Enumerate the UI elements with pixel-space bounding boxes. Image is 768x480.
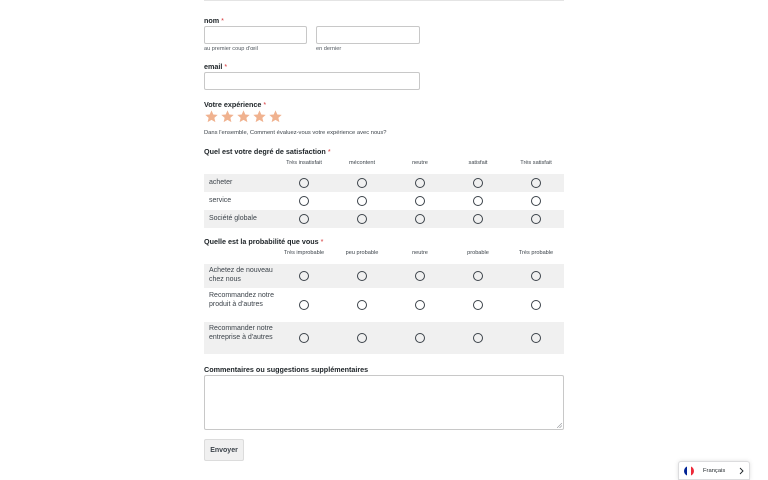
star-icon[interactable]: [268, 109, 283, 124]
satisfaction-radio[interactable]: [473, 196, 483, 206]
resize-handle-icon[interactable]: [557, 423, 562, 428]
rating-label: [204, 100, 266, 109]
satisfaction-radio[interactable]: [415, 214, 425, 224]
satisfaction-radio[interactable]: [473, 178, 483, 188]
likelihood-radio[interactable]: [357, 300, 367, 310]
likelihood-radio[interactable]: [299, 333, 309, 343]
email-label: [204, 62, 227, 71]
flag-stripe-red: [691, 466, 694, 476]
likelihood-radio[interactable]: [473, 300, 483, 310]
satisfaction-column-header: mécontent: [348, 160, 376, 166]
satisfaction-column-header: neutre: [412, 160, 428, 166]
last-name-sublabel: en dernier: [316, 46, 342, 52]
likelihood-radio[interactable]: [415, 333, 425, 343]
satisfaction-radio[interactable]: [415, 196, 425, 206]
satisfaction-radio[interactable]: [415, 178, 425, 188]
likelihood-column-header: Très improbable: [283, 250, 325, 256]
likelihood-column-header: neutre: [412, 250, 428, 256]
likelihood-column-header: probable: [467, 250, 489, 256]
first-name-input[interactable]: [204, 26, 307, 44]
france-flag-icon: [684, 466, 694, 476]
satisfaction-row: [204, 174, 564, 192]
required-mark: *: [221, 16, 224, 25]
likelihood-label-text: Quelle est la probabilité que vous: [204, 237, 319, 246]
likelihood-radio[interactable]: [531, 333, 541, 343]
rating-label-text: Votre expérience: [204, 100, 262, 109]
last-name-input[interactable]: [316, 26, 420, 44]
rating-description: Dans l'ensemble, Comment évaluez-vous votre expérience avec nous?: [204, 130, 387, 136]
email-input[interactable]: [204, 72, 420, 90]
star-icon[interactable]: [220, 109, 235, 124]
satisfaction-radio[interactable]: [299, 196, 309, 206]
likelihood-row-label: Recommandez notre produit à d'autres: [209, 292, 274, 308]
top-divider: [204, 0, 564, 1]
likelihood-header-row: [204, 250, 564, 264]
satisfaction-radio[interactable]: [357, 214, 367, 224]
email-label-text: email: [204, 62, 223, 71]
submit-button[interactable]: Envoyer: [204, 439, 244, 461]
likelihood-row: [204, 322, 564, 354]
required-mark: *: [320, 237, 324, 246]
satisfaction-radio[interactable]: [357, 196, 367, 206]
satisfaction-radio[interactable]: [299, 214, 309, 224]
satisfaction-radio[interactable]: [531, 214, 541, 224]
first-name-sublabel: au premier coup d'œil: [204, 46, 258, 52]
likelihood-radio[interactable]: [473, 271, 483, 281]
likelihood-radio[interactable]: [299, 300, 309, 310]
likelihood-radio[interactable]: [531, 300, 541, 310]
likelihood-row: [204, 288, 564, 322]
likelihood-column-header: Très probable: [518, 250, 554, 256]
satisfaction-row-label: acheter: [209, 179, 233, 186]
satisfaction-matrix: [204, 160, 564, 228]
star-icon[interactable]: [252, 109, 267, 124]
likelihood-radio[interactable]: [357, 271, 367, 281]
likelihood-radio[interactable]: [415, 271, 425, 281]
satisfaction-label-text: Quel est votre degré de satisfaction: [204, 147, 326, 156]
satisfaction-radio[interactable]: [531, 196, 541, 206]
likelihood-row: [204, 264, 564, 288]
chevron-right-icon: [738, 467, 745, 475]
satisfaction-column-header: Très insatisfait: [286, 160, 322, 166]
satisfaction-radio[interactable]: [531, 178, 541, 188]
satisfaction-radio[interactable]: [299, 178, 309, 188]
likelihood-radio[interactable]: [357, 333, 367, 343]
star-rating: [204, 109, 283, 124]
required-mark: *: [327, 147, 331, 156]
likelihood-radio[interactable]: [415, 300, 425, 310]
satisfaction-radio[interactable]: [357, 178, 367, 188]
likelihood-radio[interactable]: [473, 333, 483, 343]
required-mark: *: [263, 100, 267, 109]
satisfaction-column-header: Très satisfait: [520, 160, 552, 166]
comments-label: Commentaires ou suggestions supplémentaires: [204, 365, 369, 374]
language-switcher[interactable]: [678, 461, 750, 480]
required-mark: *: [224, 62, 228, 71]
satisfaction-row-label: Société globale: [209, 215, 257, 222]
satisfaction-row: [204, 192, 564, 210]
likelihood-radio[interactable]: [299, 271, 309, 281]
language-label: Français: [703, 467, 726, 474]
star-icon[interactable]: [204, 109, 219, 124]
comments-textarea[interactable]: [204, 375, 564, 430]
satisfaction-row-label: service: [209, 197, 232, 204]
name-label-text: nom: [204, 16, 220, 25]
likelihood-matrix: [204, 250, 564, 354]
star-icon[interactable]: [236, 109, 251, 124]
satisfaction-header-row: [204, 160, 564, 174]
satisfaction-row: [204, 210, 564, 228]
likelihood-radio[interactable]: [531, 271, 541, 281]
likelihood-label: [204, 237, 323, 246]
satisfaction-label: [204, 147, 331, 156]
likelihood-row-label: Achetez de nouveau chez nous: [209, 267, 273, 283]
name-label: [204, 16, 224, 25]
likelihood-row-label: Recommander notre entreprise à d'autres: [209, 325, 273, 341]
likelihood-column-header: peu probable: [345, 250, 379, 256]
satisfaction-radio[interactable]: [473, 214, 483, 224]
satisfaction-column-header: satisfait: [468, 160, 488, 166]
